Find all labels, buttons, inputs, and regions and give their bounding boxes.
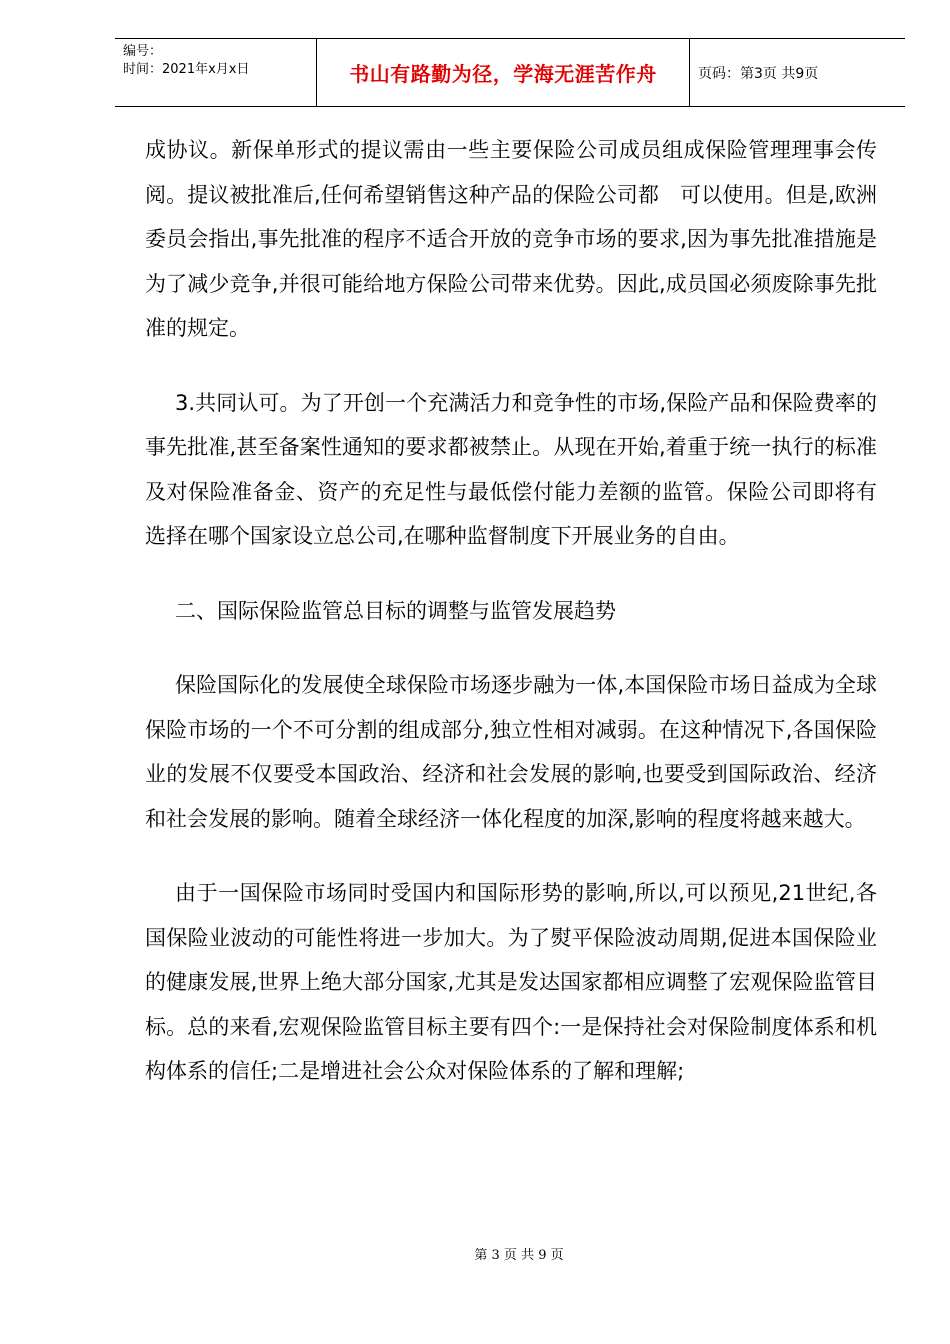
page-footer: 第 3 页 共 9 页 <box>474 1248 564 1263</box>
body-paragraph: 3.共同认可。为了开创一个充满活力和竞争性的市场,保险产品和保险费率的事先批准,甚至备案性通知的要求都被禁止。从现在开始,着重于统一执行的标准及对保险准备金、资产的充足性与最低偿付能力差额的监管。保险公司即将有选择在哪个国家设立总公司,在哪种监督制度下开展业务的自由。 <box>145 390 877 548</box>
header-page-info: 页码：第3页 共9页 <box>698 65 819 82</box>
body-paragraph: 保险国际化的发展使全球保险市场逐步融为一体,本国保险市场日益成为全球保险市场的一个不可分割的组成部分,独立性相对减弱。在这种情况下,各国保险业的发展不仅要受本国政治、经济和社会发展的影响,也要受到国际政治、经济和社会发展的影响。随着全球经济一体化程度的加深,影响的程度将越来越大。 <box>145 673 877 831</box>
body-paragraph: 由于一国保险市场同时受国内和国际形势的影响,所以,可以预见,21世纪,各国保险业波动的可能性将进一步加大。为了熨平保险波动周期,促进本国保险业的健康发展,世界上绝大部分国家,尤其是发达国家都相应调整了宏观保险监管目标。总的来看,宏观保险监管目标主要有四个:一是保持社会对保险制度体系和机构体系的信任;二是增进社会公众对保险体系的了解和理解; <box>145 881 877 1083</box>
document-body <box>145 128 877 1094</box>
header-motto: 书山有路勤为径，学海无涯苦作舟 <box>349 62 657 86</box>
section-heading: 二、国际保险监管总目标的调整与监管发展趋势 <box>175 598 616 623</box>
time-label: 时间：2021年x月x日 <box>123 62 250 77</box>
header-meta <box>115 39 315 106</box>
number-label: 编号： <box>123 44 163 59</box>
document-header <box>115 38 905 107</box>
body-paragraph: 成协议。新保单形式的提议需由一些主要保险公司成员组成保险管理理事会传阅。提议被批准后,任何希望销售这种产品的保险公司都 可以使用。但是,欧洲委员会指出,事先批准的程序不适合开放的竞争市场的要求,因为事先批准措施是为了减少竞争,并很可能给地方保险公司带来优势。因此,成员国必须废除事先批准的规定。 <box>145 138 877 340</box>
